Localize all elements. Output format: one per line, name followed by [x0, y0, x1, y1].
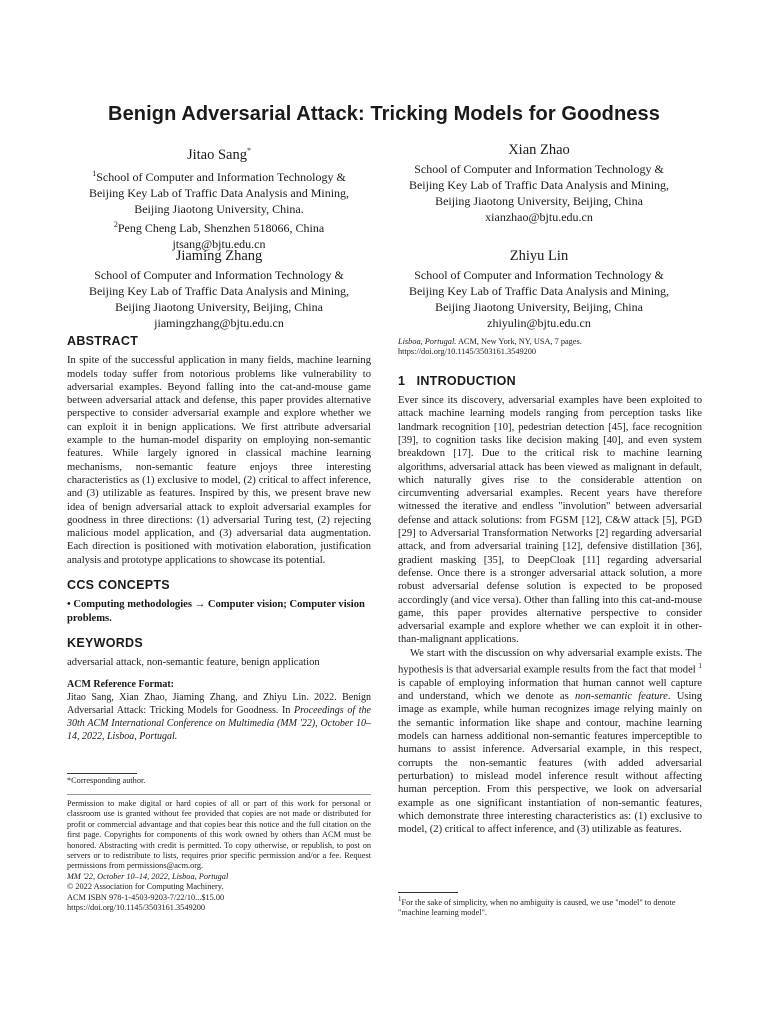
- permission-block: Permission to make digital or hard copies of all or part of this work for personal or classroom use is granted without fee provided that copies are not made or distributed for profit or commercial advantage and that copies bear this notice and the full citation on the first page. Copyrights for components of this work owned by others than ACM must be honored. Abstracting with credit is permitted. To copy otherwise, or republish, to post on servers or to redistribute to lists, requires prior specific permission and/or a fee. Request permissions from permissions@acm.org. MM '22, October 10–14, 2022, Lisboa, Portugal © 2022 Association for Computing Machinery. ACM ISBN 978-1-4503-9203-7/22/10...$15.00 https://doi.org/10.1145/3503161.3549200: [67, 799, 371, 913]
- corresponding-note: *Corresponding author.: [67, 776, 146, 785]
- ccs-heading: CCS CONCEPTS: [67, 578, 170, 593]
- author-name: Jitao Sang*: [186, 146, 251, 163]
- paper-title: Benign Adversarial Attack: Tricking Models for Goodness: [108, 103, 660, 125]
- intro-paragraph-1: Ever since its discovery, adversarial examples have been exploited to attack machine learning models ranging from perception tasks like landmark recognition [10], pedestrian detection [45], face recognition [39], to cognition tasks like decision making [40], and even system breakdown [17]. Due to the critical risk to machine learning algorithms, adversarial attack has been viewed as malignant in default, which naturally gives rise to the considerable attention on circumventing adversarial examples. Recent years have therefore witnessed the iterative and endless "involution" between adversarial defense and attack solutions: from FGSM [12], C&W attack [5], PGD [29] to Adversarial Transformation Networks [2] regarding adversarial attack, and from adversarial training [12], defensive distillation [36], gradient masking [35], to DeepCloak [11] regarding adversarial defense. Once there is a stronger adversarial attack solution, a more robust adversarial defense solution is expected to be proposed accordingly (and vice versa). Other than falling into this cat-and-mouse game, this paper provides alternative perspective to consider adversarial example and explore whether we can exploit it in other-than-malignant applications.: [398, 395, 702, 646]
- right-column: [398, 337, 702, 836]
- footnote-rule: [67, 773, 137, 774]
- permission-rule: [67, 794, 371, 795]
- abstract-text: In spite of the successful application in many fields, machine learning models today suffer from notorious problems like vulnerability to adversarial examples. Beyond falling into the cat-and-mouse game between adversarial attack and defense, this paper provides alternative perspective to consider adversarial example and explore whether we can exploit it in benign applications. We first attribute adversarial example to the human-model disparity on employing non-semantic features. While largely ignored in classical machine learning mechanisms, non-semantic feature enjoys three interesting characteristics as (1) exclusive to model, (2) critical to affect inference, and (3) utilizable as features. Inspired by this, we present brave new idea of benign adversarial attack to exploit adversarial examples for goodness in three directions: (1) adversarial Turing test, (2) rejecting malicious model application, and (3) adversarial data augmentation. Each direction is positioned with motivation elaboration, justification analysis and prototype applications to showcase its potential.: [67, 355, 371, 566]
- intro-paragraph-2: We start with the discussion on why adversarial example exists. The hypothesis is that adversarial example results from the fact that model $^1$ is capable of employing information that human cannot well capture and understand, which we denote as non-semantic feature. Using image as example, while human recognizes image relying mainly on the semantic information like shape and contour, machine learning models can harness additional non-semantic features imperceptible to humans to assist inference. Adversarial example, in this respect, corrupts the non-semantic features (with added adversarial perturbation) to mislead model inference result without affecting human perception. From this perspective, we look on adversarial example as one significant instantiation of non-semantic features, which demonstrate three interesting characteristics as: (1) exclusive to model, (2) critical to affect inference, and (3) utilizable as features.: [398, 647, 703, 836]
- acm-ref-heading: ACM Reference Format:: [67, 678, 174, 690]
- author-name: Xian Zhao: [508, 142, 570, 158]
- author-name: Zhiyu Lin: [509, 248, 569, 264]
- author-block-1: Jitao Sang* $^1$School of Computer and Information Technology & Beijing Key Lab of Traffic Data Analysis and Mining, Beijing Jiaotong University, China. $^2$Peng Cheng Lab, Shenzhen 518066, China jtsang@bjtu.edu.cn: [67, 141, 371, 252]
- keywords-text: adversarial attack, non-semantic feature, benign application: [67, 657, 320, 669]
- author-name: Jiaming Zhang: [175, 248, 263, 264]
- footnote-mark[interactable]: 1: [698, 662, 702, 671]
- abstract-heading: ABSTRACT: [67, 334, 139, 348]
- author-block-4: Zhiyu Lin School of Computer and Information Technology & Beijing Key Lab of Traffic Data Analysis and Mining, Beijing Jiaotong University, Beijing, China zhiyulin@bjtu.edu.cn: [387, 247, 691, 331]
- left-column: [67, 334, 371, 742]
- ccs-text: • Computing methodologies → Computer vision; Computer vision problems.: [67, 599, 365, 624]
- intro-heading: 1 INTRODUCTION: [398, 373, 516, 388]
- footnote: $^1$For the sake of simplicity, when no ambiguity is caused, we use "model" to denote "machine learning model".: [398, 896, 676, 918]
- acm-ref-text: Jitao Sang, Xian Zhao, Jiaming Zhang, and Zhiyu Lin. 2022. Benign Adversarial Attack: Tricking Models for Goodness. In Proceedings of the 30th ACM International Conference on Multimedia (MM '22), October 10–14, 2022, Lisboa, Portugal.: [67, 691, 371, 742]
- right-footnote-rule: [398, 892, 458, 893]
- acm-ref-continued: Lisboa, Portugal. ACM, New York, NY, USA, 7 pages. https://doi.org/10.1145/3503161.3549200: [398, 337, 582, 357]
- author-block-2: Xian Zhao School of Computer and Information Technology & Beijing Key Lab of Traffic Data Analysis and Mining, Beijing Jiaotong University, Beijing, China xianzhao@bjtu.edu.cn: [387, 141, 691, 225]
- author-block-3: Jiaming Zhang School of Computer and Information Technology & Beijing Key Lab of Traffic Data Analysis and Mining, Beijing Jiaotong University, Beijing, China jiamingzhang@bjtu.edu.cn: [67, 247, 371, 331]
- keywords-heading: KEYWORDS: [67, 635, 144, 650]
